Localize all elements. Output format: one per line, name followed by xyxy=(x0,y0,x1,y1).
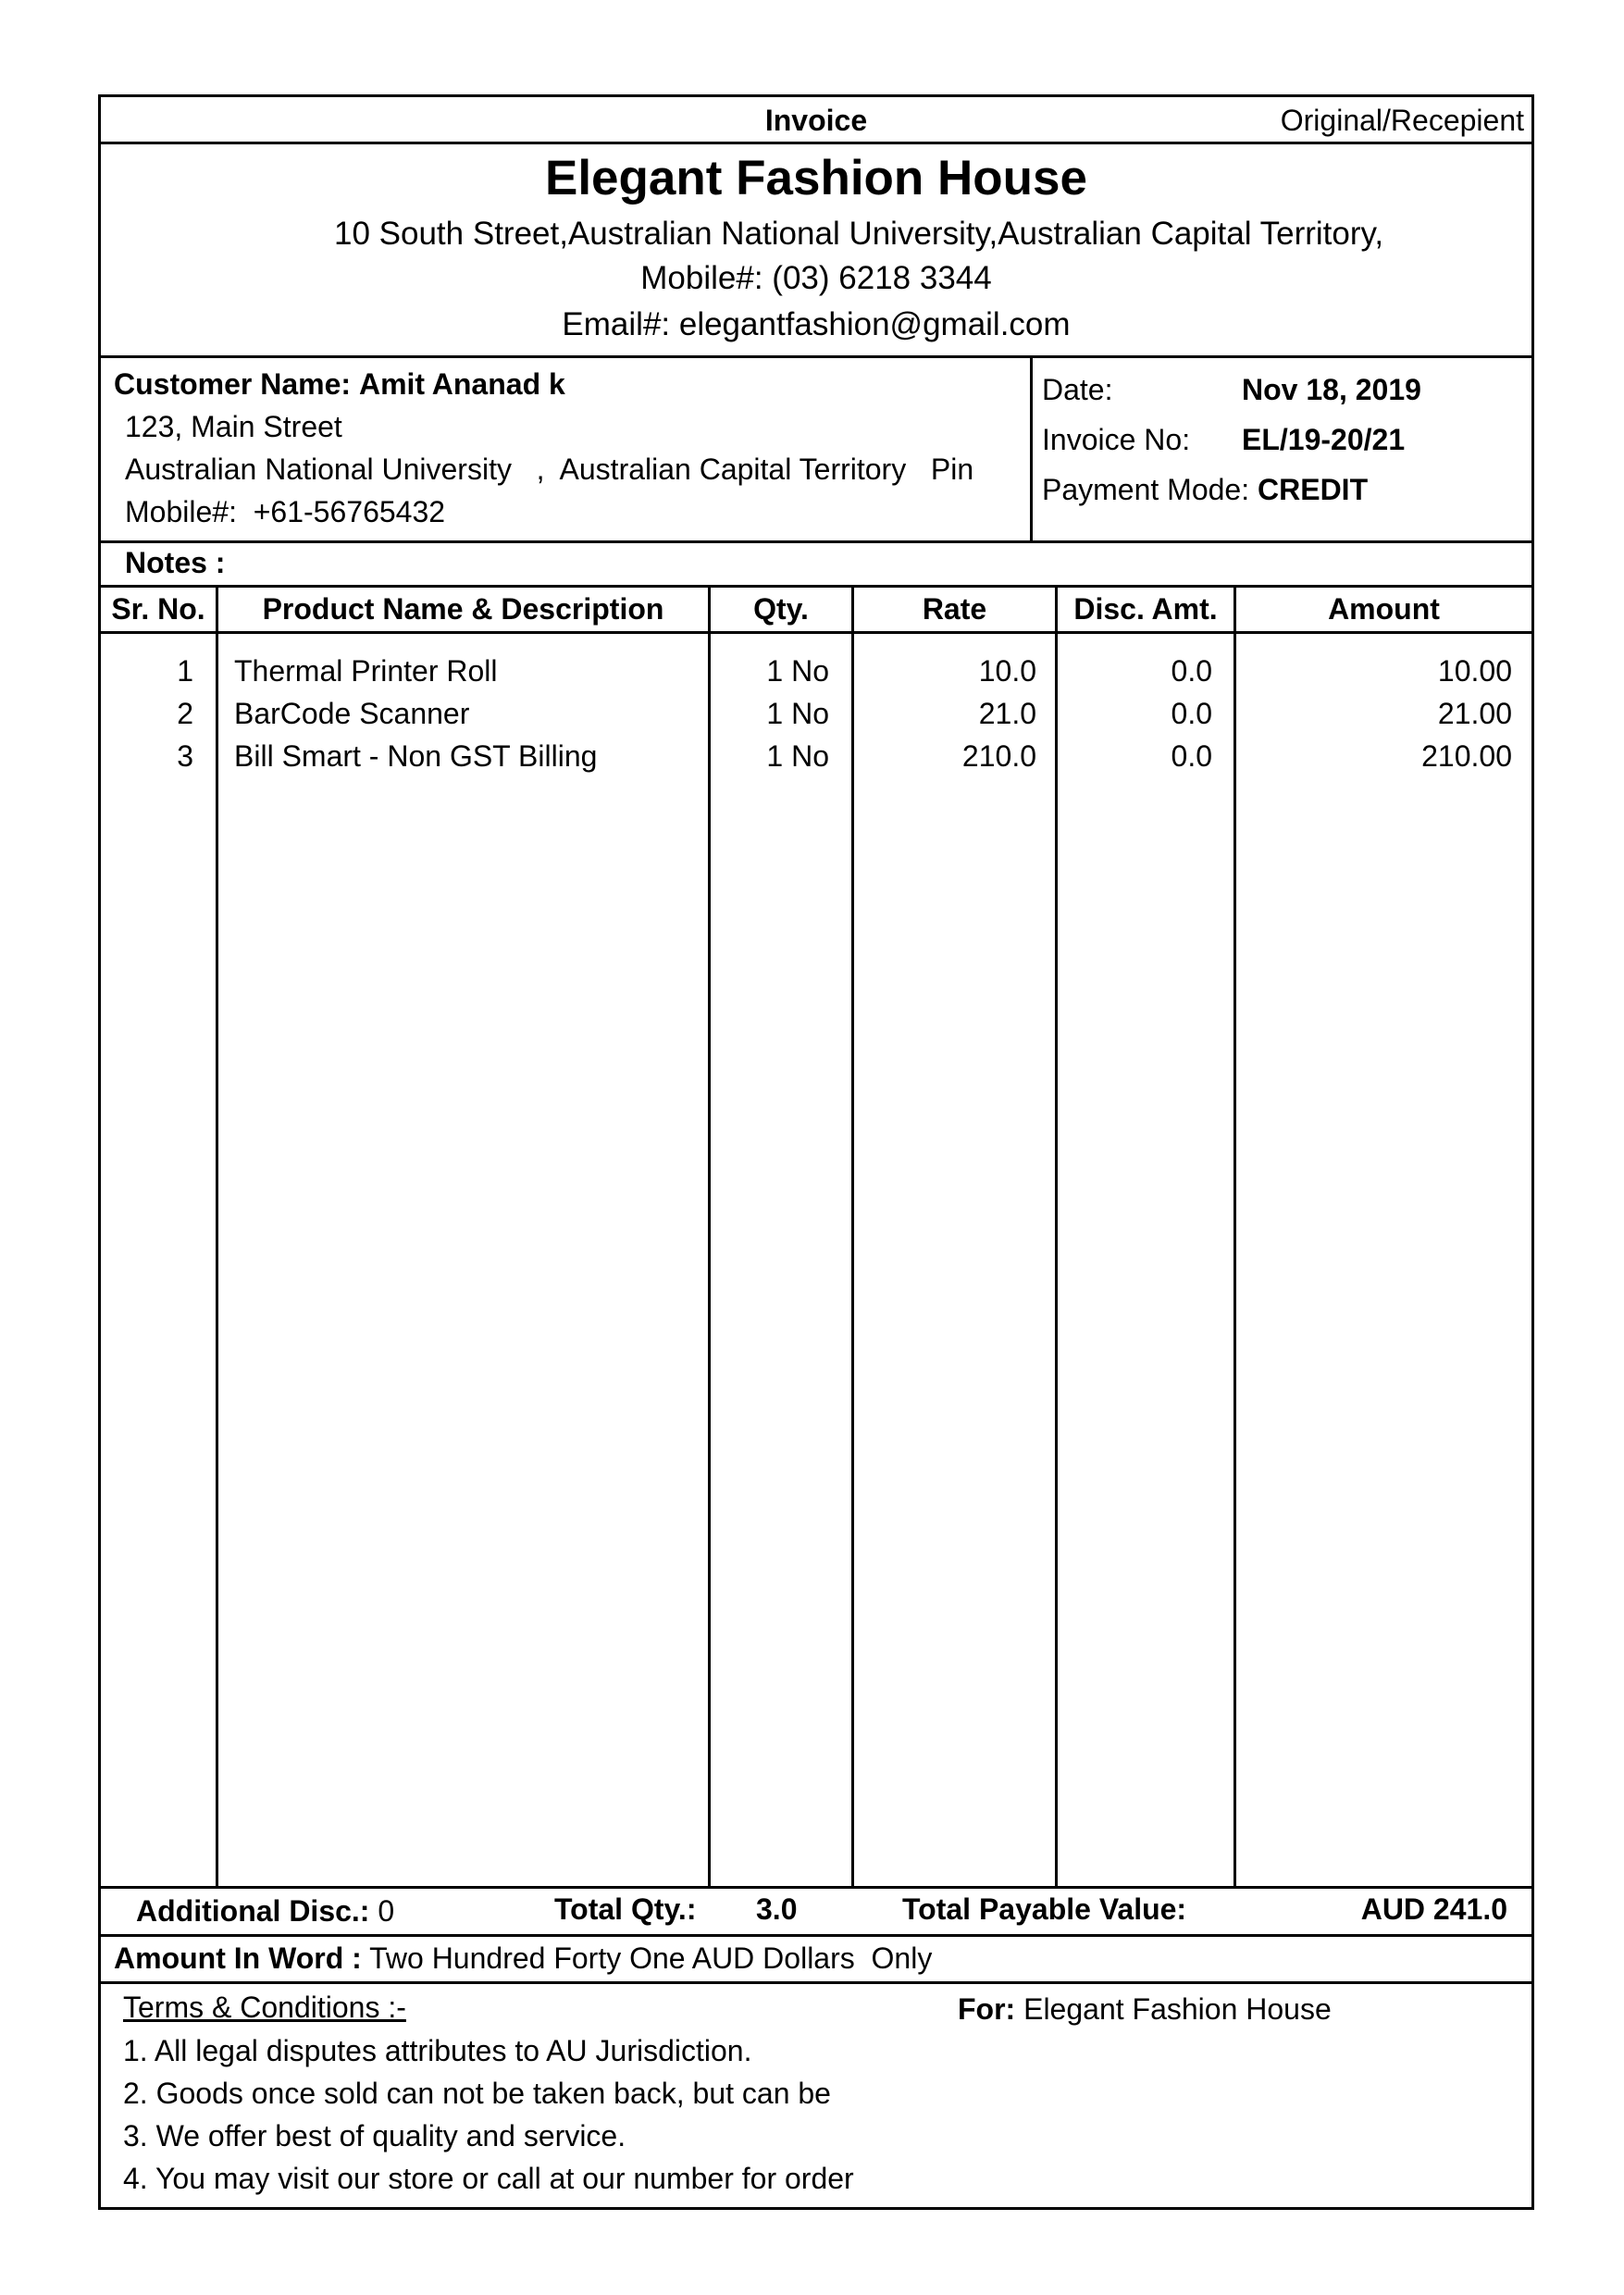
additional-disc-line xyxy=(136,1891,394,1931)
terms-list xyxy=(123,2029,854,2200)
company-mobile: Mobile#: (03) 6218 3344 xyxy=(640,260,992,296)
additional-disc-value: 0 xyxy=(378,1894,395,1928)
column-header-disc: Disc. Amt. xyxy=(1073,592,1218,626)
table-row xyxy=(101,735,1531,777)
column-header-product: Product Name & Description xyxy=(262,592,664,626)
column-divider xyxy=(1233,585,1236,1886)
divider xyxy=(101,1981,1531,1984)
payment-mode-label: Payment Mode: xyxy=(1042,473,1250,506)
amount-in-word-line xyxy=(114,1939,932,1978)
row-amount: 10.00 xyxy=(1437,654,1512,688)
row-qty: 1 No xyxy=(766,739,829,773)
row-product: Bill Smart - Non GST Billing xyxy=(234,739,598,773)
invoice-number: EL/19-20/21 xyxy=(1242,423,1406,456)
invoice-title: Invoice xyxy=(764,104,868,137)
terms-title: Terms & Conditions :- xyxy=(123,1991,406,2024)
divider xyxy=(101,585,1531,588)
customer-address-line1: 123, Main Street xyxy=(125,410,342,443)
divider xyxy=(101,540,1531,543)
date-label: Date: xyxy=(1042,373,1113,406)
divider xyxy=(101,1934,1531,1937)
row-qty: 1 No xyxy=(766,654,829,688)
column-header-sr: Sr. No. xyxy=(111,592,205,626)
invoice-date: Nov 18, 2019 xyxy=(1242,373,1421,406)
row-rate: 10.0 xyxy=(978,654,1036,688)
column-header-qty: Qty. xyxy=(753,592,809,626)
amount-in-word-label: Amount In Word : xyxy=(114,1941,362,1975)
invoice-no-label: Invoice No: xyxy=(1042,423,1191,456)
row-qty: 1 No xyxy=(766,697,829,730)
divider xyxy=(101,355,1531,358)
row-amount: 210.00 xyxy=(1421,739,1512,773)
copy-type-label: Original/Recepient xyxy=(1280,104,1524,137)
column-header-amount: Amount xyxy=(1328,592,1440,626)
divider xyxy=(1030,355,1033,540)
company-address: 10 South Street,Australian National University,Australian Capital Territory, xyxy=(334,216,1384,252)
row-product: Thermal Printer Roll xyxy=(234,654,498,688)
additional-disc-label: Additional Disc.: xyxy=(136,1894,370,1928)
divider xyxy=(101,142,1531,144)
row-product: BarCode Scanner xyxy=(234,697,470,730)
terms-item: 2. Goods once sold can not be taken back, but can be xyxy=(123,2077,831,2110)
column-divider xyxy=(1055,585,1058,1886)
row-sr: 2 xyxy=(177,697,193,730)
row-rate: 210.0 xyxy=(961,739,1036,773)
payment-mode: CREDIT xyxy=(1258,473,1369,506)
customer-address-line2: Australian National University , Australian Capital Territory Pin xyxy=(125,453,974,486)
total-payable-value: AUD 241.0 xyxy=(1360,1892,1507,1926)
payment-mode-line xyxy=(1042,471,1368,508)
column-divider xyxy=(851,585,854,1886)
amount-in-word-value: Two Hundred Forty One AUD Dollars Only xyxy=(369,1941,933,1975)
column-divider xyxy=(708,585,711,1886)
terms-item: 4. You may visit our store or call at our number for order xyxy=(123,2162,854,2195)
column-divider xyxy=(216,585,218,1886)
row-sr: 1 xyxy=(177,654,193,688)
signature-company: Elegant Fashion House xyxy=(1023,1992,1332,2026)
customer-mobile: Mobile#: +61-56765432 xyxy=(125,495,446,528)
row-disc: 0.0 xyxy=(1171,697,1212,730)
company-name: Elegant Fashion House xyxy=(544,151,1088,205)
table-row xyxy=(101,650,1531,692)
row-rate: 21.0 xyxy=(978,697,1036,730)
row-amount: 21.00 xyxy=(1437,697,1512,730)
row-disc: 0.0 xyxy=(1171,654,1212,688)
divider xyxy=(101,1886,1531,1889)
customer-name-line xyxy=(114,366,565,403)
row-sr: 3 xyxy=(177,739,193,773)
notes-label: Notes : xyxy=(125,546,226,579)
invoice-document xyxy=(98,94,1534,2210)
signature-for-label: For: xyxy=(958,1992,1016,2026)
terms-item: 1. All legal disputes attributes to AU Jurisdiction. xyxy=(123,2034,752,2067)
table-row xyxy=(101,692,1531,735)
customer-name: Amit Ananad k xyxy=(358,367,565,401)
company-email: Email#: elegantfashion@gmail.com xyxy=(562,306,1071,342)
divider xyxy=(101,631,1531,634)
total-qty-label: Total Qty.: xyxy=(554,1892,697,1926)
customer-name-label: Customer Name: xyxy=(114,367,352,401)
total-qty-value: 3.0 xyxy=(756,1892,798,1926)
terms-item: 3. We offer best of quality and service. xyxy=(123,2119,626,2152)
total-payable-label: Total Payable Value: xyxy=(902,1892,1187,1926)
signature-line xyxy=(958,1991,1332,2028)
row-disc: 0.0 xyxy=(1171,739,1212,773)
column-header-rate: Rate xyxy=(922,592,987,626)
